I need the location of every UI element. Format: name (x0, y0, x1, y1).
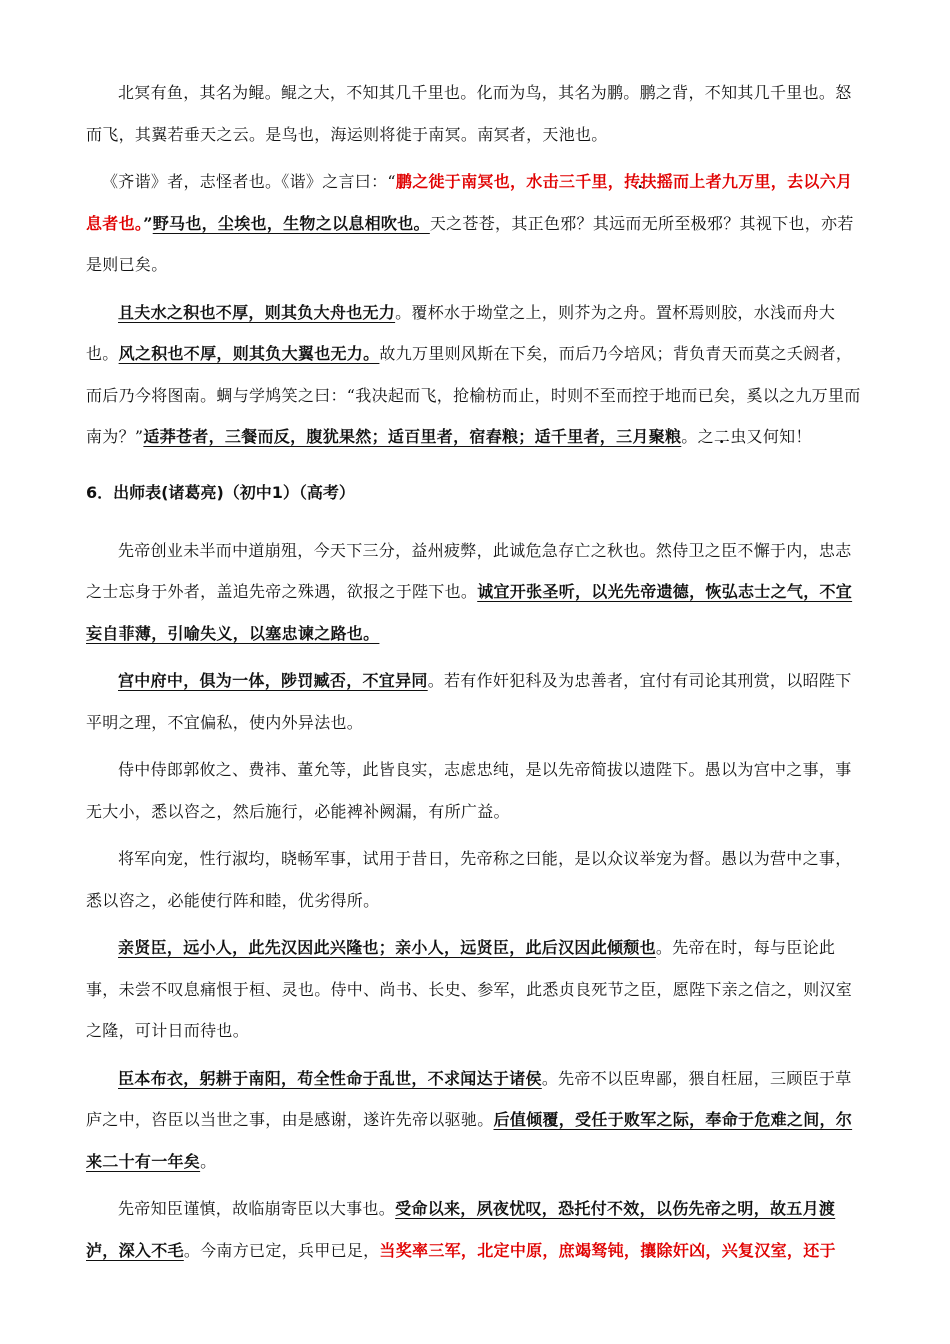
text-run: 《齐谐》者，志怪者也。《谐》之言曰：“ (102, 172, 396, 191)
underlined-key-sentence: 风之积也不厚，则其负大翼也无力。 (118, 344, 380, 363)
chushi-paragraph-3 (86, 749, 866, 832)
red-bold-quote: 鹏之徙于南冥也，水击三千里， (395, 172, 625, 191)
text-run: 侍中侍郎郭攸之、费祎、董允等，此皆良实，志虑忠纯，是以先帝简拔以遗陛下。愚以为宫中之事，事无大小，悉以咨之，然后施行，必能裨补阙漏，有所广益。 (86, 760, 852, 821)
text-run: 将军向宠，性行淑均，晓畅军事，试用于昔日，先帝称之曰能，是以众议举宠为督。愚以为营中之事，悉以咨之，必能使行阵和睦，优劣得所。 (86, 849, 852, 910)
chushi-paragraph-5 (86, 927, 866, 1052)
underlined-key-sentence: 诚宜开张圣听，以光先帝遗德，恢弘志士之气，不宜妄自菲薄，引喻失义，以塞忠谏之路也。 (86, 582, 853, 643)
xiaoyao-paragraph-2 (86, 161, 866, 286)
red-bold-quote: 当奖率三军，北定中原，庶竭驽钝，攘除奸凶，兴复汉室，还于 (379, 1240, 836, 1260)
text-run: 。 (200, 1151, 217, 1171)
xiaoyao-paragraph-1 (86, 72, 866, 155)
chushi-paragraph-4 (86, 838, 866, 921)
red-bold-quote: 扶摇而上者九万里，去以六月息者也。 (86, 172, 853, 233)
text-run: 。先帝不以臣卑鄙，猥自枉屈，三顾臣于草庐之中，咨臣以当世之事，由是感谢，遂许先帝以驱驰。 (86, 1068, 852, 1129)
dotted-character: 抟 (624, 172, 641, 191)
text-run: 。先帝在时，每与臣论此事，未尝不叹息痛恨于桓、灵也。侍中、尚书、长史、参军，此悉贞良死节之臣，愿陛下亲之信之，则汉室之隆，可计日而待也。 (86, 938, 853, 1040)
dotted-character: 之 (697, 427, 714, 446)
underlined-key-sentence: 且夫水之积也不厚，则其负大舟也无力 (118, 302, 396, 322)
text-run: 。覆杯水于坳堂之上，则芥为之舟。置杯焉则胶，水浅而舟大也。 (86, 302, 836, 363)
text-run: 。若有作奸犯科及为忠善者，宜付有司论其刑赏，以昭陛下平明之理，不宜偏私，使内外异法也。 (86, 671, 852, 732)
text-run: 先帝知臣谨慎，故临崩寄臣以大事也。 (118, 1199, 396, 1218)
document-page (86, 72, 866, 1277)
chushi-paragraph-7 (86, 1188, 866, 1271)
chushi-paragraph-1 (86, 530, 866, 655)
text-run: 先帝创业未半而中道崩殂，今天下三分，益州疲弊，此诚危急存亡之秋也。然侍卫之臣不懈于内，忠志之士忘身于外者，盖追先帝之殊遇，欲报之于陛下也。 (86, 540, 852, 601)
text-run: 故九万里则风斯在下矣，而后乃今培风；背负青天而莫之夭阏者，而后乃今将图南。蜩与学鸠笑之曰：“我决起而飞，抢榆枋而止，时则不至而控于地而已矣，奚以之九万里而南为？” (86, 344, 861, 446)
underlined-key-sentence: 宫中府中，俱为一体，陟罚臧否，不宜异同 (118, 671, 428, 690)
underlined-key-sentence: 野马也，尘埃也，生物之以息相吹也。 (152, 213, 430, 233)
underlined-key-sentence: 亲贤臣，远小人，此先汉因此兴隆也；亲小人，远贤臣，此后汉因此倾颓也 (118, 938, 656, 957)
underlined-key-sentence: 适莽苍者，三餐而反，腹犹果然；适百里者，宿舂粮；适千里者，三月聚粮 (143, 427, 682, 446)
text-run: 北冥有鱼，其名为鲲。鲲之大，不知其几千里也。化而为鸟，其名为鹏。鹏之背，不知其几千里也。怒而飞，其翼若垂天之云。是鸟也，海运则将徙于南冥。南冥者，天池也。 (86, 83, 852, 144)
chushi-paragraph-6 (86, 1058, 866, 1183)
text-run: 二虫又何知！ (713, 427, 812, 446)
text-run: ” (143, 213, 153, 233)
text-run: 天之苍苍，其正色邪？其远而无所至极邪？其视下也，亦若是则已矣。 (86, 213, 854, 274)
underlined-key-sentence: 后值倾覆，受任于败军之际，奉命于危难之间，尔来二十有一年矣 (86, 1110, 853, 1171)
section-heading: 6．出师表(诸葛亮)（初中1）（高考） (86, 482, 355, 502)
underlined-key-sentence: 受命以来，夙夜忧叹，恐托付不效，以伤先帝之明，故五月渡泸，深入不毛 (86, 1199, 836, 1260)
text-run: 。 (681, 427, 698, 446)
text-run: 。今南方已定，兵甲已足， (183, 1240, 380, 1260)
chushi-paragraph-2 (86, 660, 866, 743)
underlined-key-sentence: 臣本布衣，躬耕于南阳，苟全性命于乱世，不求闻达于诸侯 (118, 1068, 542, 1088)
xiaoyao-paragraph-3 (86, 292, 866, 458)
